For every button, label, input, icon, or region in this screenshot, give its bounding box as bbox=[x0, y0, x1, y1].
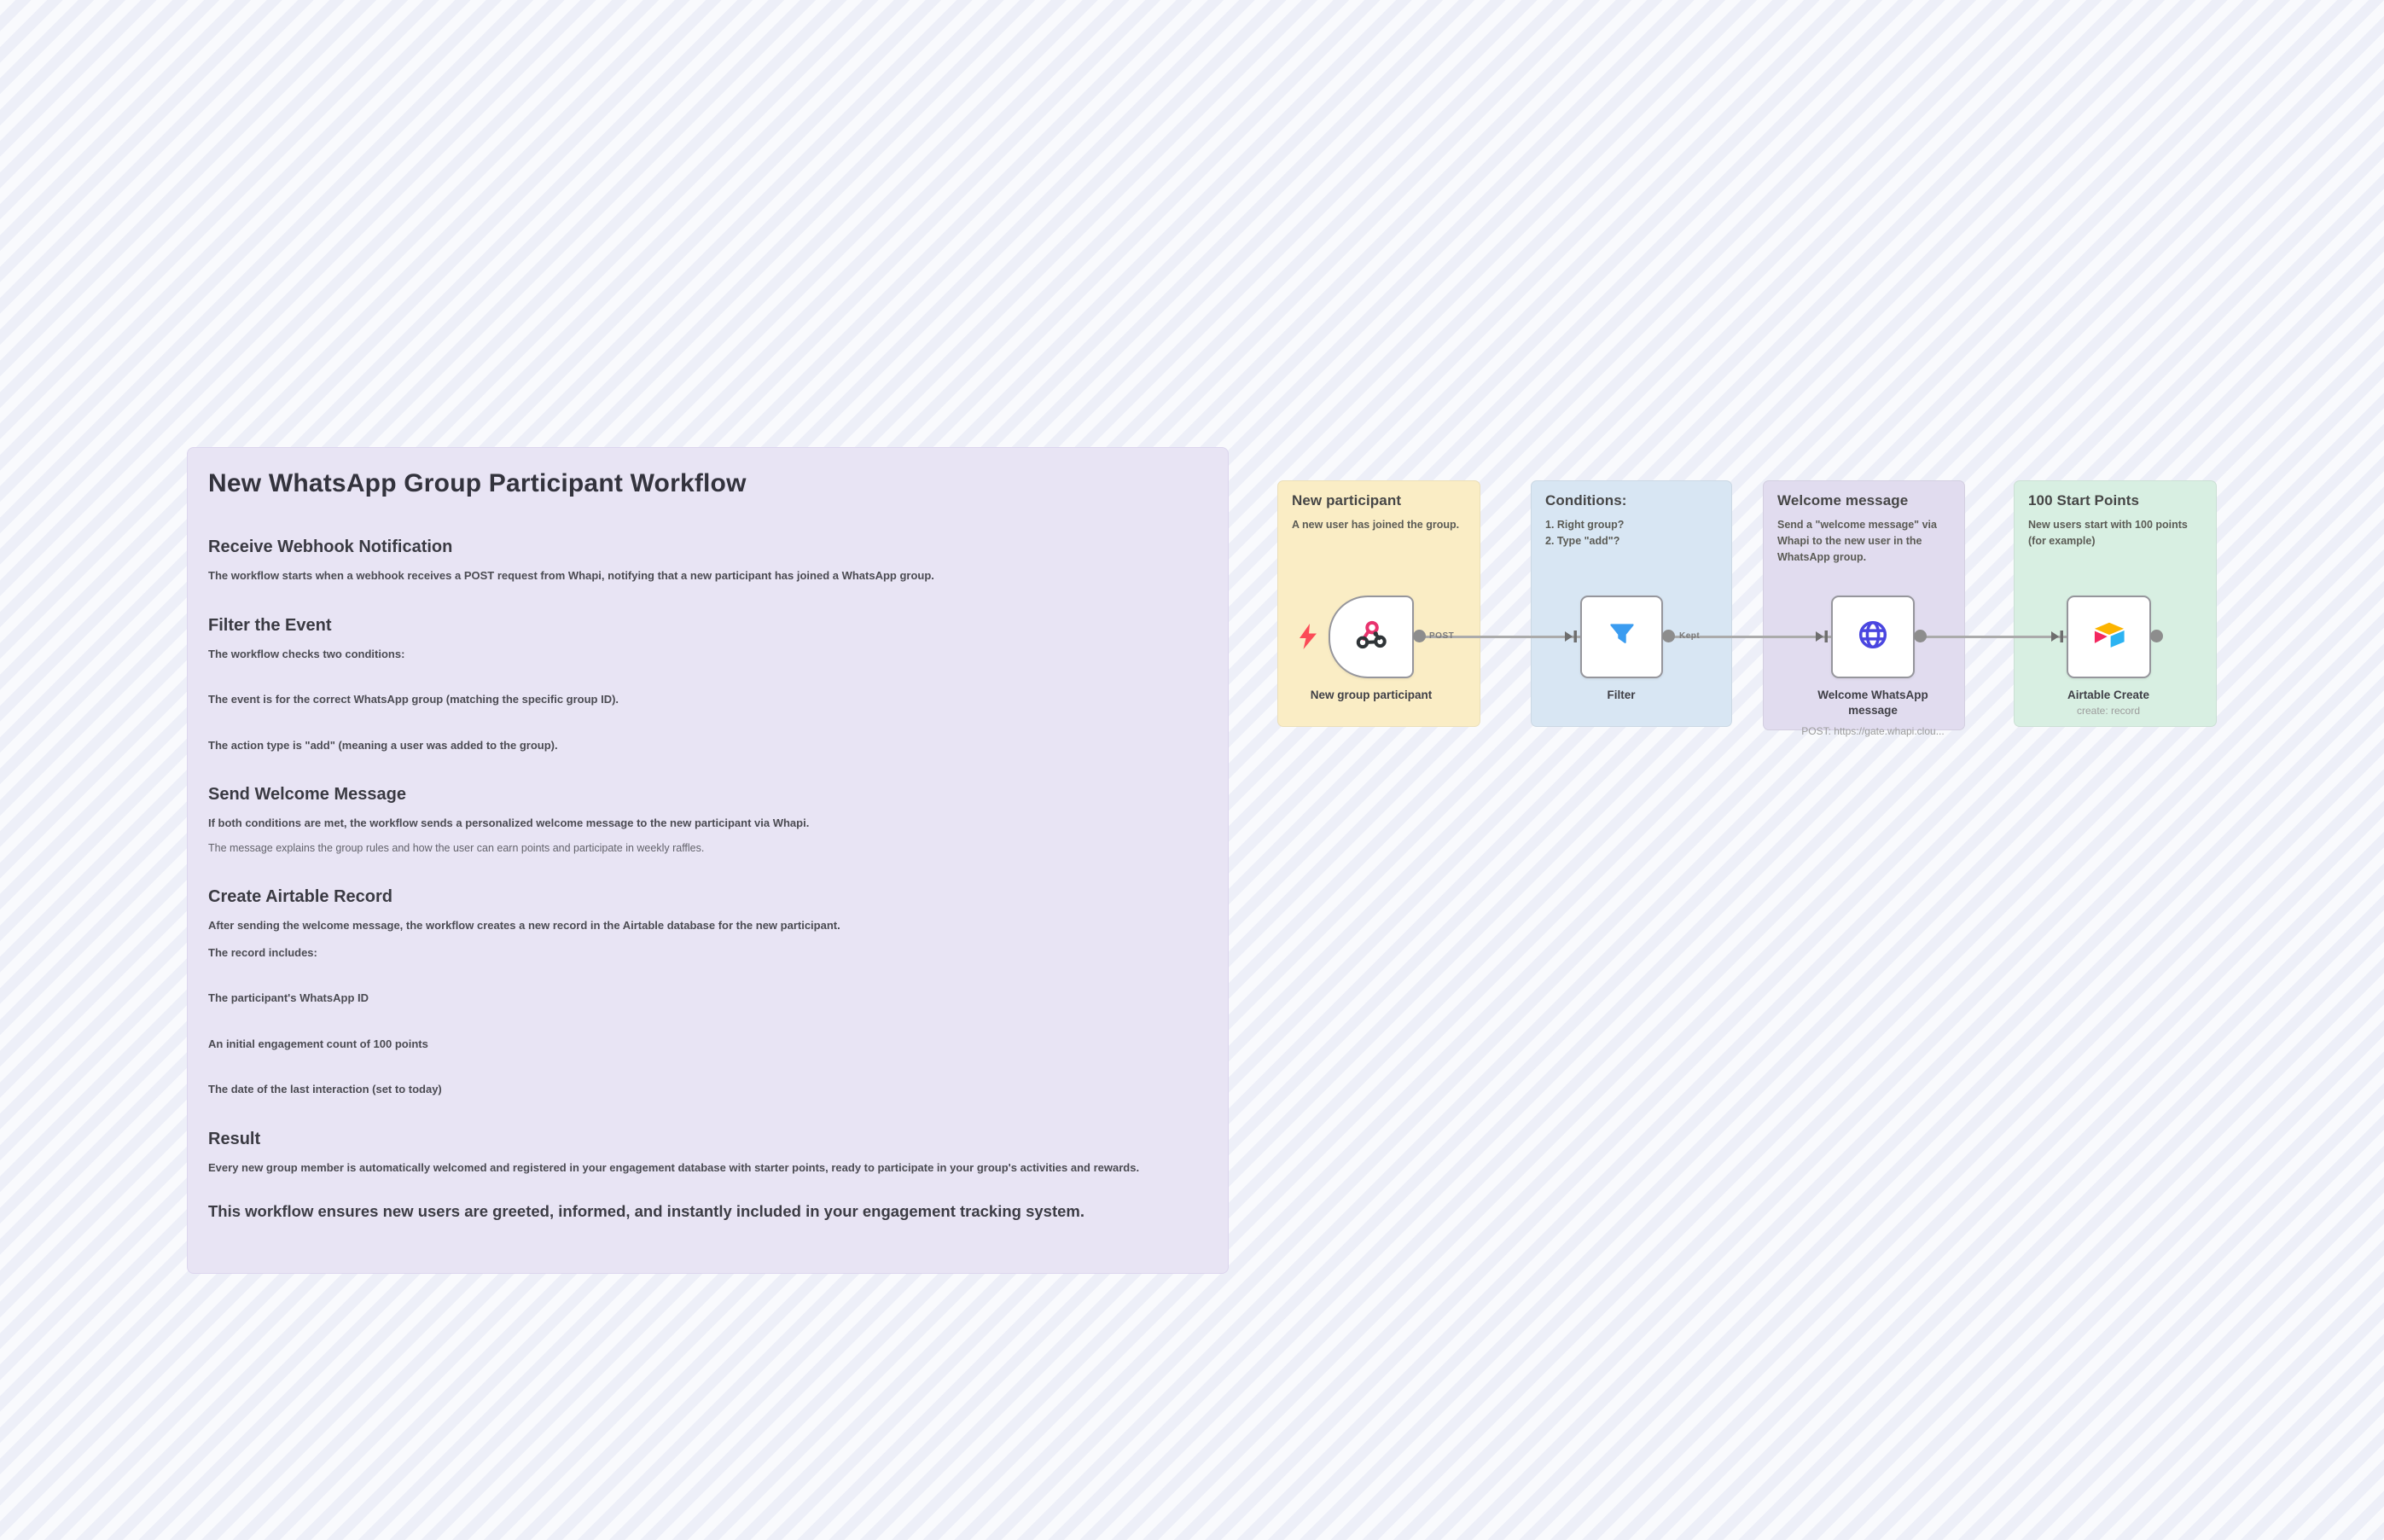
note-paragraph: The date of the last interaction (set to today) bbox=[208, 1083, 442, 1096]
output-port-label-kept: Kept bbox=[1679, 631, 1701, 641]
globe-icon bbox=[1854, 616, 1892, 658]
airtable-cube-icon bbox=[2090, 616, 2128, 658]
note-paragraph: The action type is "add" (meaning a user was added to the group). bbox=[208, 738, 558, 752]
webhook-icon bbox=[1353, 617, 1389, 657]
sticky-title: Conditions: bbox=[1545, 492, 1627, 508]
note-paragraph: The record includes: bbox=[208, 945, 317, 959]
sticky-title: 100 Start Points bbox=[2028, 492, 2140, 508]
note-paragraph: An initial engagement count of 100 points bbox=[208, 1037, 428, 1050]
node-sublabel-http: POST: https://gate.whapi.clou... bbox=[1801, 725, 1945, 737]
sticky-title: New participant bbox=[1292, 492, 1402, 508]
funnel-icon bbox=[1604, 617, 1640, 657]
output-port-filter[interactable] bbox=[1662, 630, 1675, 642]
input-port-filter[interactable] bbox=[1564, 630, 1579, 648]
output-port-http[interactable] bbox=[1914, 630, 1927, 642]
note-heading-result: Result bbox=[208, 1129, 261, 1148]
note-heading-create-airtable: Create Airtable Record bbox=[208, 887, 392, 907]
node-webhook-trigger[interactable] bbox=[1329, 596, 1414, 678]
note-summary: This workflow ensures new users are greeted, informed, and instantly included in your engagement tracking system. bbox=[208, 1202, 1085, 1221]
node-filter[interactable] bbox=[1580, 596, 1663, 678]
input-port-http[interactable] bbox=[1815, 630, 1829, 648]
note-heading-receive-webhook: Receive Webhook Notification bbox=[208, 538, 453, 556]
node-label-filter: Filter bbox=[1607, 689, 1636, 701]
note-paragraph: The participant's WhatsApp ID bbox=[208, 991, 369, 1005]
note-paragraph: The event is for the correct WhatsApp group (matching the specific group ID). bbox=[208, 693, 619, 706]
lightning-bolt-icon bbox=[1299, 624, 1317, 654]
note-paragraph: The workflow checks two conditions: bbox=[208, 647, 405, 660]
note-paragraph: The message explains the group rules and how the user can earn points and participate in weekly raffles. bbox=[208, 841, 705, 854]
note-paragraph: After sending the welcome message, the workflow creates a new record in the Airtable database for the new participant. bbox=[208, 919, 840, 933]
node-label-airtable: Airtable Create bbox=[2067, 689, 2150, 701]
node-airtable-create[interactable] bbox=[2067, 596, 2151, 678]
output-port-webhook[interactable] bbox=[1413, 630, 1426, 642]
note-paragraph: Every new group member is automatically welcomed and registered in your engagement database with starter points, ready to participate in your group's activities and rewards. bbox=[208, 1160, 1140, 1174]
node-sublabel-airtable: create: record bbox=[2076, 705, 2141, 717]
note-paragraph: If both conditions are met, the workflow sends a personalized welcome message to the new participant via Whapi. bbox=[208, 816, 810, 829]
output-port-airtable[interactable] bbox=[2150, 630, 2163, 642]
sticky-body: New users start with 100 points (for example) bbox=[2028, 519, 2188, 547]
node-http-request[interactable] bbox=[1831, 596, 1915, 678]
output-port-label-post: POST bbox=[1429, 631, 1455, 641]
node-label-http: Welcome WhatsApp message bbox=[1817, 689, 1928, 718]
sticky-body: Send a "welcome message" via Whapi to the new user in the WhatsApp group. bbox=[1777, 519, 1937, 563]
input-port-airtable[interactable] bbox=[2050, 630, 2065, 648]
node-label-webhook: New group participant bbox=[1310, 689, 1433, 701]
workflow-description-note[interactable] bbox=[187, 447, 1229, 1274]
sticky-body: 2. Type "add"? bbox=[1545, 534, 1620, 547]
connection-http-to-airtable[interactable] bbox=[1921, 636, 2067, 638]
note-title: New WhatsApp Group Participant Workflow bbox=[208, 469, 747, 497]
sticky-body: 1. Right group? bbox=[1545, 519, 1625, 531]
note-paragraph: The workflow starts when a webhook receives a POST request from Whapi, notifying that a new participant has joined a WhatsApp group. bbox=[208, 569, 934, 582]
note-heading-filter-event: Filter the Event bbox=[208, 615, 332, 635]
sticky-body: A new user has joined the group. bbox=[1292, 519, 1460, 531]
note-heading-send-welcome: Send Welcome Message bbox=[208, 785, 406, 804]
sticky-title: Welcome message bbox=[1777, 492, 1909, 508]
